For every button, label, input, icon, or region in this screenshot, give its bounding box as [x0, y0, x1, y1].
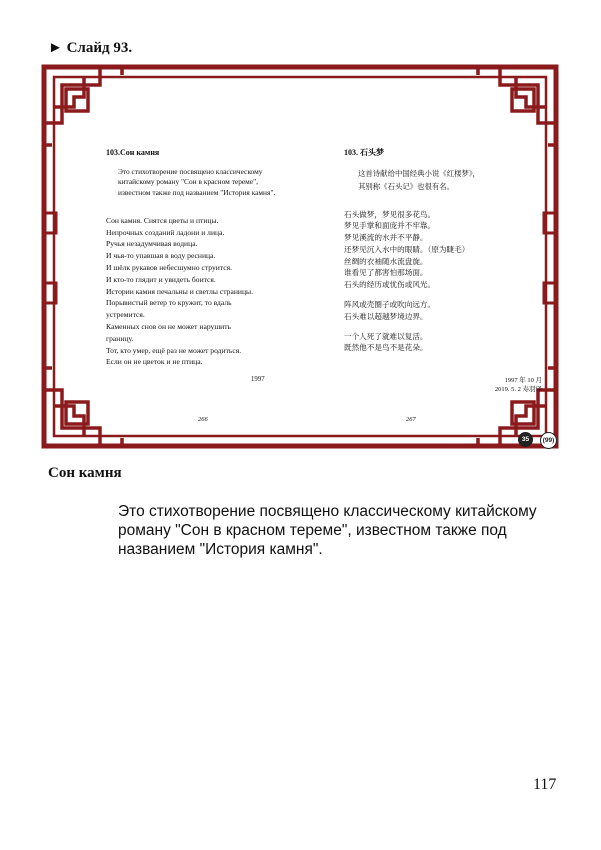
date-line: 2019. 5. 2 寿羽译 — [494, 386, 542, 393]
intro-line: 其别称《石头记》也很有名。 — [358, 181, 455, 191]
page-folio-left: 266 — [198, 416, 208, 423]
intro-line: 这首诗献给中国经典小说《红楼梦》， — [358, 168, 480, 178]
page-badge-outline: (99) — [540, 432, 557, 449]
page-folio-right: 267 — [406, 416, 416, 423]
verse-line: И чья-то упавшая в воду ресница. — [106, 251, 216, 261]
page-badge: 35 — [518, 432, 533, 447]
slide-heading: ► Слайд 93. — [48, 40, 133, 56]
verse-line: границу. — [106, 333, 134, 343]
poem-intro-ru: Это стихотворение посвящено классическому китайскому роману "Сон в красном тереме", известном также под названием "История камня". — [118, 166, 276, 198]
verse-line: Если он не цветок и не птица. — [106, 357, 203, 367]
verse-line: 丝绸的衣袖随水流盘旋。 — [344, 256, 428, 266]
poem-title-zh: 103. 石头梦 — [344, 148, 384, 157]
poem-intro-zh — [358, 167, 544, 193]
page-number: 117 — [533, 776, 557, 793]
description-paragraph: Это стихотворение посвящено классическому китайскому роману "Сон в красном тереме", известном также под названием "История камня". — [118, 503, 537, 558]
verse-line: 石头的经历或忧伤或风光。 — [344, 280, 436, 290]
verse-line: 梦见溪流的水并不平静。 — [344, 233, 428, 243]
verse-line: 一个人死了就难以复活。 — [344, 331, 428, 341]
verse-line: Непрочных созданий ладони и лица. — [106, 227, 225, 237]
verse-line: Истории камня печальны и светлы страницы. — [106, 286, 254, 296]
verse-line: 还梦见沉入水中的眼睛。（原为睫毛） — [344, 244, 470, 254]
verse-line: 石头难以超越梦境边界。 — [344, 311, 428, 321]
verse-line: Тот, кто умер, ещё раз не может родиться. — [106, 345, 242, 355]
right-page — [344, 147, 544, 354]
section-title: Сон камня — [48, 465, 122, 481]
verse-line: 石头做梦，梦见很多花鸟。 — [344, 209, 436, 219]
verse-line: И кто-то глядит и увидеть боится. — [106, 274, 216, 284]
verse-line: устремится. — [106, 310, 145, 320]
poem-title-ru: 103.Сон камня — [106, 148, 160, 157]
book-spread-image — [40, 63, 560, 450]
verse-line: Сон камня. Снятся цветы и птицы. — [106, 215, 219, 225]
verse-line: 梦见手掌和面庞并不牢靠。 — [344, 221, 436, 231]
verse-line: 阵风或壳圈子或吹向远方。 — [344, 300, 436, 310]
verse-line: 谁看见了都害怕那场面。 — [344, 268, 428, 278]
poem-year: 1997 — [251, 376, 265, 383]
verse-line: 既然他不是鸟不是花朵。 — [344, 343, 428, 353]
verse-line: Каменных снов он не может нарушить — [106, 322, 232, 332]
left-page — [106, 147, 321, 368]
verse-line: Порывистый ветер то кружит, то вдаль — [106, 298, 232, 308]
poem-lines-ru — [106, 215, 321, 368]
poem-lines-zh — [344, 209, 544, 355]
date-line: 1997 年 10 月 — [504, 377, 542, 384]
translation-date — [495, 376, 542, 394]
verse-line: И шёлк рукавов небесшумно струится. — [106, 263, 232, 273]
verse-line: Ручья незадумчивая водица. — [106, 239, 198, 249]
